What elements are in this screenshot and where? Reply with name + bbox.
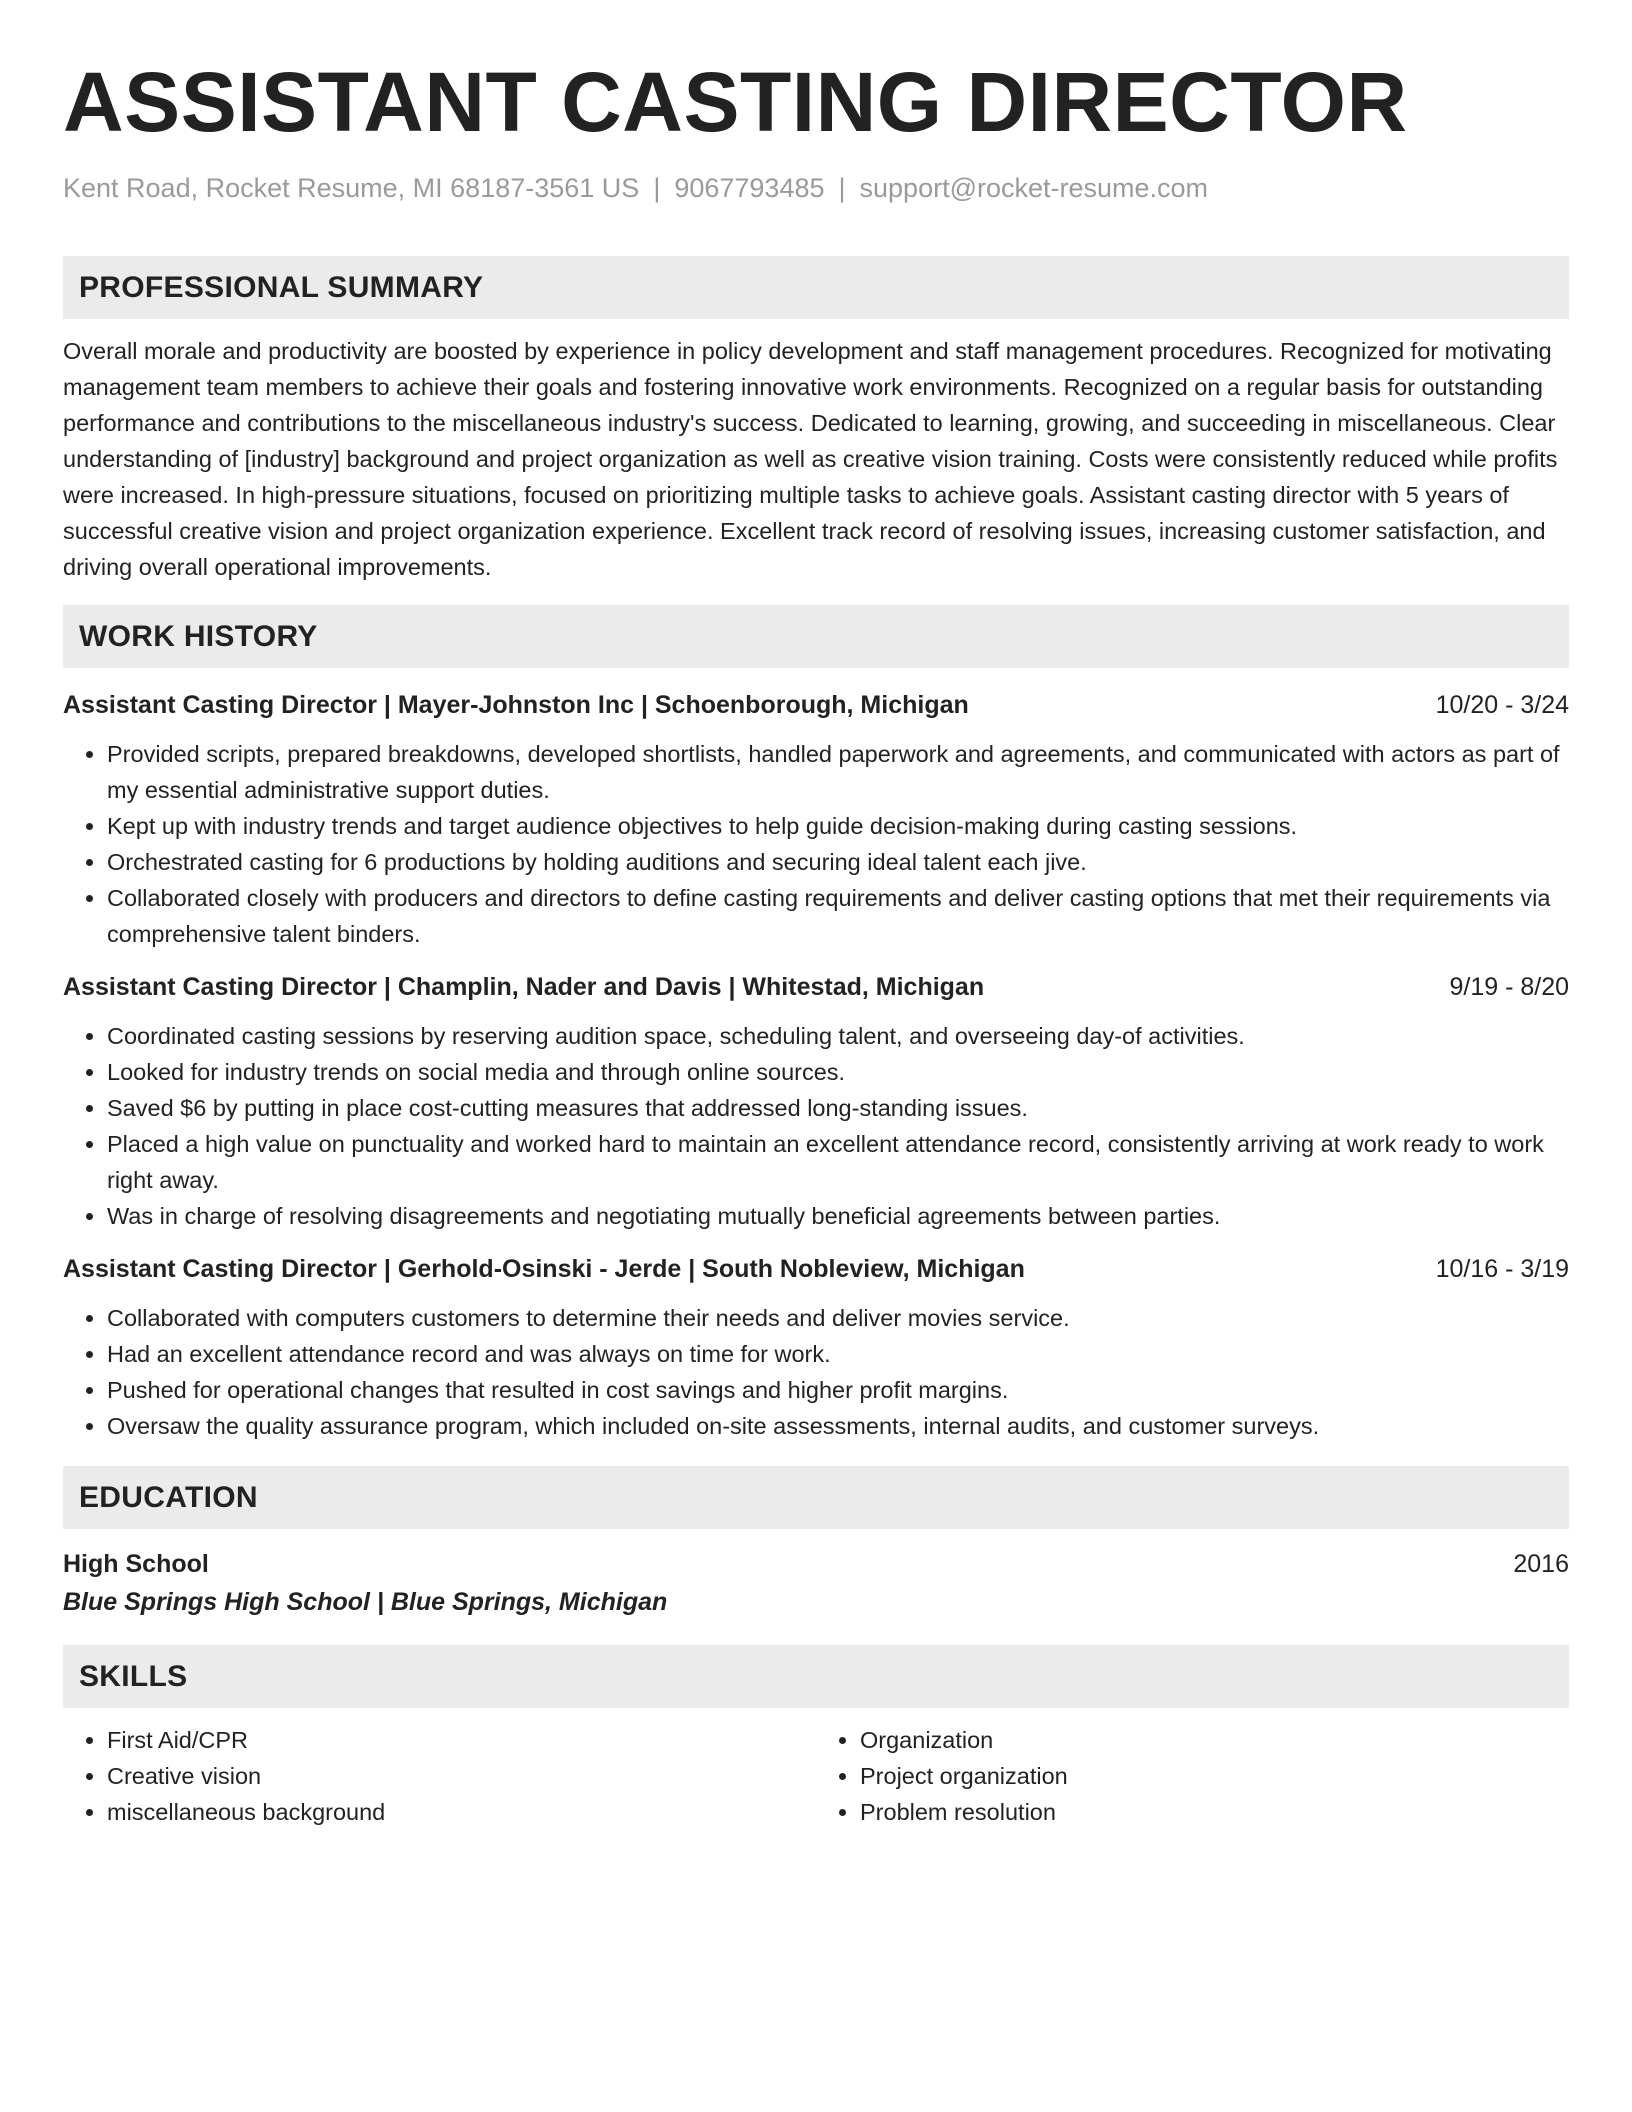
job-bullet: • Coordinated casting sessions by reserving audition space, scheduling talent, and overseeing day-of activities. [107, 1018, 1569, 1054]
contact-phone: 9067793485 [674, 173, 825, 203]
job-header [63, 1252, 1569, 1286]
job-bullet: • Collaborated closely with producers and directors to define casting requirements and deliver casting options that met their requirements via comprehensive talent binders. [107, 880, 1569, 952]
job-bullet: • Looked for industry trends on social media and through online sources. [107, 1054, 1569, 1090]
skills-column-left [63, 1722, 816, 1830]
job-bullet: • Had an excellent attendance record and was always on time for work. [107, 1336, 1569, 1372]
job-bullet: • Orchestrated casting for 6 productions by holding auditions and securing ideal talent each jive. [107, 844, 1569, 880]
job-title: Assistant Casting Director | Gerhold-Osinski - Jerde | South Nobleview, Michigan [63, 1255, 1025, 1284]
job-dates: 10/20 - 3/24 [1435, 691, 1569, 720]
skills-heading: SKILLS [63, 1645, 1569, 1708]
job-entry [63, 970, 1569, 1234]
job-bullet: • Was in charge of resolving disagreements and negotiating mutually beneficial agreements between parties. [107, 1198, 1569, 1234]
skill-item: • Organization [860, 1722, 1569, 1758]
education-school: Blue Springs High School | Blue Springs, Michigan [63, 1588, 668, 1617]
education-entry [63, 1545, 1569, 1583]
contact-separator: | [838, 173, 846, 203]
job-dates: 10/16 - 3/19 [1435, 1255, 1569, 1284]
skill-item: • First Aid/CPR [107, 1722, 816, 1758]
job-header [63, 970, 1569, 1004]
job-bullet: • Placed a high value on punctuality and worked hard to maintain an excellent attendance record, consistently arriving at work ready to work right away. [107, 1126, 1569, 1198]
job-bullet: • Pushed for operational changes that resulted in cost savings and higher profit margins. [107, 1372, 1569, 1408]
job-bullet: • Provided scripts, prepared breakdowns, developed shortlists, handled paperwork and agreements, and communicated with actors as part of my essential administrative support duties. [107, 736, 1569, 808]
work-history-heading: WORK HISTORY [63, 605, 1569, 668]
skills-list [63, 1722, 1569, 1830]
job-header [63, 688, 1569, 722]
job-title: Assistant Casting Director | Champlin, Nader and Davis | Whitestad, Michigan [63, 973, 985, 1002]
job-bullet: • Collaborated with computers customers to determine their needs and deliver movies service. [107, 1300, 1569, 1336]
skills-column-right [816, 1722, 1569, 1830]
contact-separator: | [653, 173, 661, 203]
summary-text: Overall morale and productivity are boosted by experience in policy development and staff management procedures. Recognized for motivating management team members to achieve their goals and fostering innovative work environments. Recognized on a regular basis for outstanding performance and contributions to the miscellaneous industry's success. Dedicated to learning, growing, and succeeding in miscellaneous. Clear understanding of [industry] background and project organization as well as creative vision training. Costs were consistently reduced while profits were increased. In high-pressure situations, focused on prioritizing multiple tasks to achieve goals. Assistant casting director with 5 years of successful creative vision and project organization experience. Excellent track record of resolving issues, increasing customer satisfaction, and driving overall operational improvements. [63, 338, 1558, 581]
skill-item: • Problem resolution [860, 1794, 1569, 1830]
job-bullet: • Saved $6 by putting in place cost-cutting measures that addressed long-standing issues. [107, 1090, 1569, 1126]
contact-line [63, 172, 1569, 204]
job-dates: 9/19 - 8/20 [1449, 973, 1569, 1002]
contact-address: Kent Road, Rocket Resume, MI 68187-3561 US [63, 173, 640, 203]
job-entry [63, 1252, 1569, 1444]
job-bullets [63, 1018, 1569, 1234]
resume-name: ASSISTANT CASTING DIRECTOR [63, 55, 1408, 149]
job-bullets [63, 736, 1569, 952]
education-heading: EDUCATION [63, 1466, 1569, 1529]
education-year: 2016 [1513, 1550, 1569, 1579]
job-bullet: • Oversaw the quality assurance program, which included on-site assessments, internal audits, and customer surveys. [107, 1408, 1569, 1444]
job-title: Assistant Casting Director | Mayer-Johnston Inc | Schoenborough, Michigan [63, 691, 969, 720]
job-bullet: • Kept up with industry trends and target audience objectives to help guide decision-making during casting sessions. [107, 808, 1569, 844]
job-bullets [63, 1300, 1569, 1444]
skill-item: • Creative vision [107, 1758, 816, 1794]
job-entry [63, 688, 1569, 952]
skill-item: • Project organization [860, 1758, 1569, 1794]
skill-item: • miscellaneous background [107, 1794, 816, 1830]
contact-email: support@rocket-resume.com [859, 173, 1209, 203]
summary-heading: PROFESSIONAL SUMMARY [63, 256, 1569, 319]
education-degree: High School [63, 1550, 209, 1579]
